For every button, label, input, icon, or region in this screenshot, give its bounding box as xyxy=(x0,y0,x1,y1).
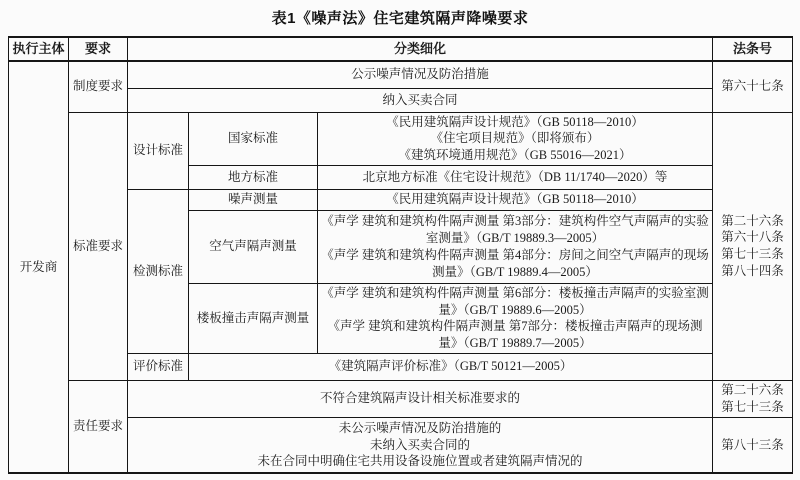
article-line: 第二十六条 xyxy=(721,383,784,397)
evaluation-standard-content: 《建筑隔声评价标准》（GB/T 50121—2005） xyxy=(189,353,713,380)
liability-row2-article-cell: 第八十三条 xyxy=(713,417,793,473)
standard-articles-cell xyxy=(713,112,793,380)
local-standard-label: 地方标准 xyxy=(189,165,318,189)
liability-requirement-label: 责任要求 xyxy=(69,380,128,473)
standard-requirement-label: 标准要求 xyxy=(69,112,128,380)
col-header-article-no: 法条号 xyxy=(713,37,793,61)
design-standard-label: 设计标准 xyxy=(128,112,189,189)
article-line: 第七十三条 xyxy=(721,399,784,414)
standard-line: 《住宅项目规范》（即将颁布） xyxy=(430,131,600,146)
col-header-requirement: 要求 xyxy=(69,37,128,61)
airborne-measurement-content xyxy=(318,210,713,283)
liability-line: 未纳入买卖合同的 xyxy=(370,437,471,452)
article-line: 第二十六条 xyxy=(721,213,784,228)
noise-requirements-table xyxy=(8,36,793,474)
impact-measurement-label: 楼板撞击声隔声测量 xyxy=(189,283,318,353)
system-requirement-label: 制度要求 xyxy=(69,61,128,112)
noise-measurement-label: 噪声测量 xyxy=(189,189,318,210)
testing-standard-label: 检测标准 xyxy=(128,189,189,353)
impact-measurement-content xyxy=(318,283,713,353)
liability-line: 未公示噪声情况及防治措施的 xyxy=(338,420,502,435)
system-article-cell: 第六十七条 xyxy=(713,61,793,112)
standard-line: 《声学 建筑和建筑构件隔声测量 第4部分：房间之间空气声隔声的现场测量》（GB/T 19889.4—2005） xyxy=(321,247,709,279)
executor-cell: 开发商 xyxy=(9,61,69,473)
local-standard-content: 北京地方标准《住宅设计规范》（DB 11/1740—2020）等 xyxy=(318,165,713,189)
article-line: 第八十四条 xyxy=(721,263,784,278)
standard-line: 《声学 建筑和建筑构件隔声测量 第3部分：建筑构件空气声隔声的实验室测量》（GB/T 19889.3—2005） xyxy=(321,214,709,245)
col-header-executor: 执行主体 xyxy=(9,37,69,61)
standard-line: 《声学 建筑和建筑构件隔声测量 第6部分：楼板撞击声隔声的实验室测量》（GB/T 19889.6—2005） xyxy=(321,285,709,317)
table-title: 表1《噪声法》住宅建筑隔声降噪要求 xyxy=(271,10,529,27)
liability-row1-content: 不符合建筑隔声设计相关标准要求的 xyxy=(128,380,713,417)
national-standard-content xyxy=(318,112,713,165)
table-row xyxy=(9,112,793,165)
table-row xyxy=(9,380,793,417)
liability-row1-articles-cell xyxy=(713,380,793,417)
system-row1-content: 公示噪声情况及防治措施 xyxy=(128,61,713,88)
standard-line: 《建筑环境通用规范》（GB 55016—2021） xyxy=(398,148,632,162)
airborne-measurement-label: 空气声隔声测量 xyxy=(189,210,318,283)
liability-row2-content xyxy=(128,417,713,473)
article-line: 第七十三条 xyxy=(721,247,784,262)
article-line: 第六十八条 xyxy=(721,230,784,245)
noise-measurement-content: 《民用建筑隔声设计规范》（GB 50118—2010） xyxy=(318,189,713,210)
table-row xyxy=(9,61,793,88)
col-header-classification: 分类细化 xyxy=(128,37,713,61)
national-standard-label: 国家标准 xyxy=(189,112,318,165)
standard-line: 《声学 建筑和建筑构件隔声测量 第7部分：楼板撞击声隔声的现场测量》（GB/T 19889.7—2005） xyxy=(327,319,703,350)
header-row xyxy=(9,37,793,61)
system-row2-content: 纳入买卖合同 xyxy=(128,88,713,112)
standard-line: 《民用建筑隔声设计规范》（GB 50118—2010） xyxy=(386,114,644,129)
liability-line: 未在合同中明确住宅共用设备设施位置或者建筑隔声情况的 xyxy=(257,454,583,469)
evaluation-standard-label: 评价标准 xyxy=(128,353,189,380)
